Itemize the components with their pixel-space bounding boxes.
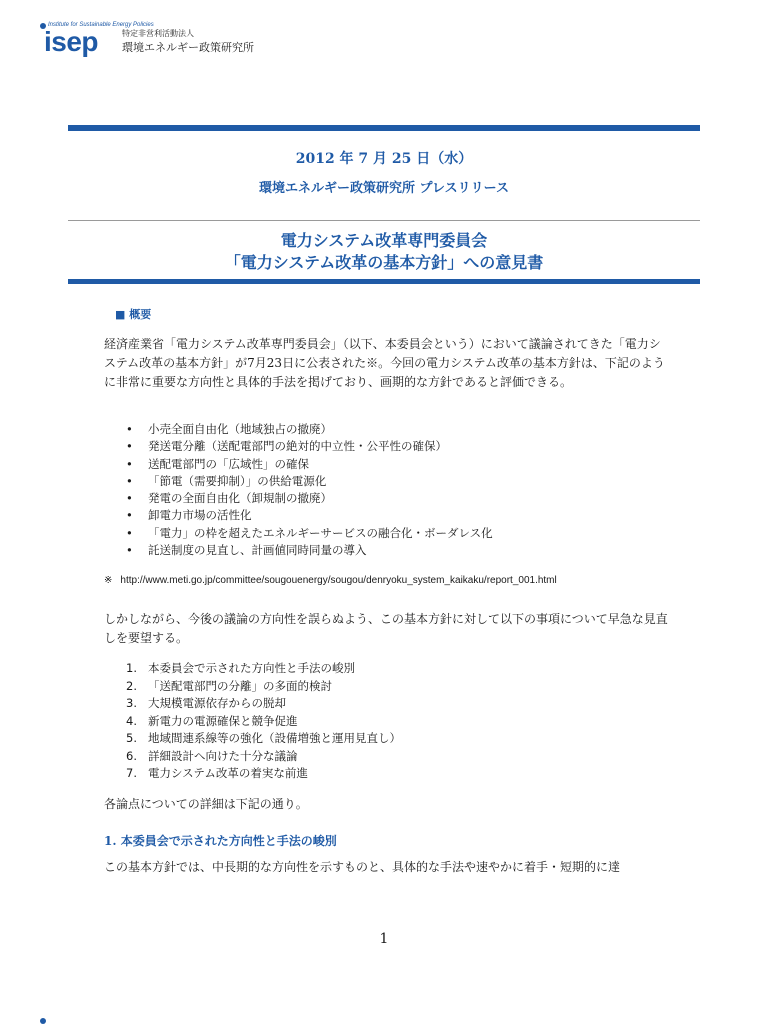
title-divider <box>68 279 700 284</box>
overview-heading: ■ 概要 <box>115 308 152 321</box>
document-title-line2: 「電力システム改革の基本方針」への意見書 <box>224 253 544 272</box>
bullet-icon: • <box>126 473 133 488</box>
list-item: 3. 大規模電源依存からの脱却 <box>126 696 286 710</box>
footnote-mark: ※ <box>104 575 113 586</box>
list-item: • 発電の全面自由化（卸規制の撤廃） <box>104 490 664 507</box>
org-name: 環境エネルギー政策研究所 <box>122 41 254 54</box>
bullet-icon: • <box>126 422 133 436</box>
logo-tagline: Institute for Sustainable Energy Policies <box>48 22 154 28</box>
list-item: 6. 詳細設計へ向けた十分な議論 <box>126 748 298 763</box>
list-item: 4. 新電力の電源確保と競争促進 <box>126 713 298 728</box>
section-1-text: この基本方針では、中長期的な方向性を示すものと、具体的な手法や速やかに着手・短期的に達 <box>104 860 621 874</box>
isep-logo <box>40 22 300 62</box>
org-type: 特定非営利活動法人 <box>122 29 194 38</box>
list-item: • 送配電部門の「広域性」の確保 <box>104 456 664 473</box>
list-item: 1. 本委員会で示された方向性と手法の峻別 <box>126 661 355 675</box>
page-number: 1 <box>379 931 389 947</box>
list-item: • 発送電分離（送配電部門の絶対的中立性・公平性の確保） <box>104 438 664 455</box>
footnote-url-link[interactable]: http://www.meti.go.jp/committee/sougouenergy/sougou/denryoku_system_kaikaku/report_001.html <box>120 575 557 586</box>
request-paragraph: しかしながら、今後の議論の方向性を誤らぬよう、この基本方針に対して以下の事項について早急な見直しを要望する。 <box>104 612 668 645</box>
overview-intro: 経済産業省「電力システム改革専門委員会」（以下、本委員会という）において議論されてきた「電力システム改革の基本方針」が7月23日に公表された※。今回の電力システム改革の基本方針は、下記のように非常に重要な方向性と具体的手法を掲げており、画期的な方針であると評価できる。 <box>104 337 665 389</box>
bullet-icon: • <box>126 439 133 454</box>
logo-dot-icon <box>40 1018 46 1024</box>
list-item: 5. 地域間連系線等の強化（設備増強と運用見直し） <box>126 731 401 745</box>
footnote <box>104 575 557 586</box>
list-item: • 小売全面自由化（地域独占の撤廃） <box>104 421 664 438</box>
details-intro: 各論点についての詳細は下記の通り。 <box>104 797 308 811</box>
press-date: 2012 年 7 月 25 日（水） <box>295 151 473 167</box>
top-divider <box>68 125 700 131</box>
thin-divider <box>68 220 700 221</box>
list-item: • 卸電力市場の活性化 <box>104 507 664 524</box>
bullet-icon: • <box>126 525 133 540</box>
section-1-heading: 1. 本委員会で示された方向性と手法の峻別 <box>104 834 337 848</box>
next-page-header-peek <box>40 1016 240 1024</box>
list-item: • 託送制度の見直し、計画値同時同量の導入 <box>104 542 664 559</box>
bullet-icon: • <box>126 456 133 471</box>
list-item: 2. 「送配電部門の分離」の多面的検討 <box>126 678 332 693</box>
press-release-label: 環境エネルギー政策研究所 プレスリリース <box>259 181 509 196</box>
logo-mark: isep <box>44 26 99 57</box>
bullet-icon: • <box>126 543 133 558</box>
bullet-icon: • <box>126 508 133 523</box>
list-item: 7. 電力システム改革の着実な前進 <box>126 766 308 780</box>
list-item: • 「節電（需要抑制）」の供給電源化 <box>104 473 664 490</box>
request-numbered-list <box>104 660 664 783</box>
bullet-icon: • <box>126 491 133 506</box>
document-title-line1: 電力システム改革専門委員会 <box>280 231 488 250</box>
policy-bullet-list <box>104 421 664 559</box>
list-item: • 「電力」の枠を超えたエネルギーサービスの融合化・ボーダレス化 <box>104 525 664 542</box>
